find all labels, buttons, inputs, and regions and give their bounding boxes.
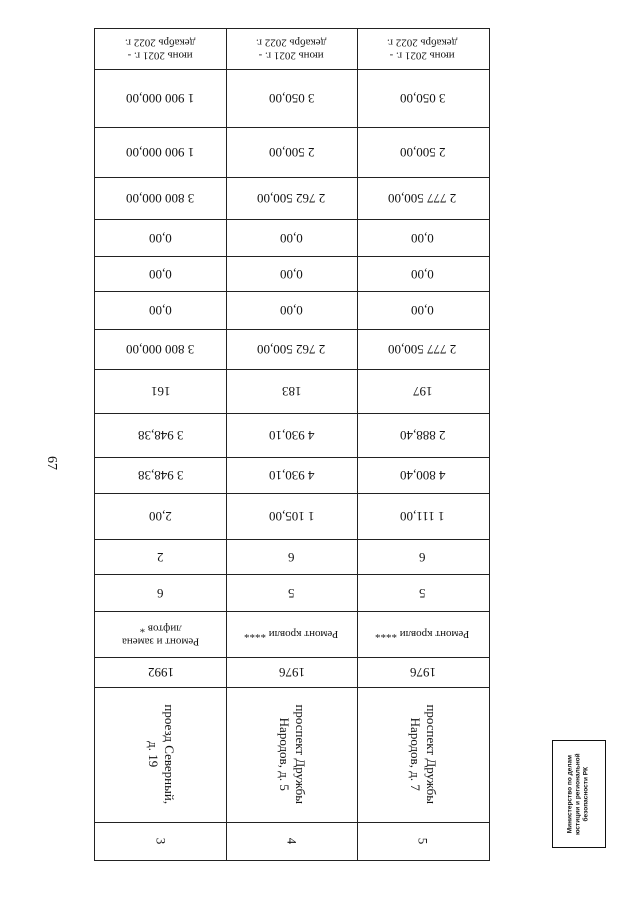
table-cell-work (226, 611, 357, 657)
table-cell-period (357, 29, 488, 69)
cell-text: 3 948,38 (137, 468, 184, 483)
cell-text: 4 (284, 837, 300, 845)
cell-text: 2 777 500,00 (388, 191, 457, 206)
table-cell-period (226, 29, 357, 69)
stamp-text (567, 753, 591, 835)
cell-line: д. 19 (145, 741, 161, 768)
cell-line: Ремонт и замена (121, 635, 200, 648)
cell-line: Ремонт кровли **** (244, 628, 339, 641)
cell-text: 0,00 (149, 303, 172, 318)
table-cell-v10 (95, 219, 226, 256)
table-cell-v12 (357, 127, 488, 177)
table-cell-v8 (95, 291, 226, 329)
table-cell-v1 (226, 574, 357, 611)
cell-text: 3 948,38 (137, 428, 184, 443)
table-cell-year (357, 657, 488, 687)
cell-text: 1 105,00 (268, 509, 315, 524)
table-cell-v3 (226, 493, 357, 539)
table-cell-v2 (226, 539, 357, 574)
table-cell-v13 (226, 69, 357, 127)
table-cell-v13 (357, 69, 488, 127)
table-cell-v11 (226, 177, 357, 219)
cell-text: 1 111,00 (400, 509, 445, 524)
cell-text: 3 (153, 837, 169, 845)
cell-text: 0,00 (411, 266, 434, 282)
table-cell-v7 (95, 329, 226, 369)
cell-line: лифтов * (139, 622, 182, 634)
cell-text: 0,00 (280, 303, 303, 318)
cell-line: Народов, д. 7 (407, 717, 423, 792)
table-cell-v9 (357, 256, 488, 291)
table-cell-v4 (357, 457, 488, 493)
cell-text: 1 900 000,00 (126, 91, 195, 106)
table-cell-index (226, 822, 357, 860)
cell-text (275, 705, 308, 805)
table-cell-v11 (357, 177, 488, 219)
cell-line: проспект Дружбы (423, 704, 439, 805)
stamp-line: Министерство по делам (566, 754, 574, 834)
cell-text: 4 930,10 (268, 428, 315, 443)
cell-line: декабрь 2022 г. (256, 37, 327, 49)
table-cell-v5 (226, 413, 357, 457)
cell-text: 0,00 (280, 230, 303, 246)
table-cell-v6 (95, 369, 226, 413)
cell-text: 0,00 (411, 303, 434, 318)
table-cell-v7 (357, 329, 488, 369)
table-cell-address (357, 687, 488, 822)
cell-text (144, 705, 177, 805)
cell-line: декабрь 2022 г. (125, 37, 196, 49)
registration-stamp (552, 740, 606, 848)
table-cell-index (357, 822, 488, 860)
table-cell-v4 (95, 457, 226, 493)
cell-text: 0,00 (411, 230, 434, 246)
table-cell-v2 (357, 539, 488, 574)
cell-text: 6 (157, 585, 164, 601)
cell-text: 6 (288, 549, 295, 565)
table-cell-work (357, 611, 488, 657)
table-cell-year (95, 657, 226, 687)
table-cell-v6 (357, 369, 488, 413)
table-cell-v2 (95, 539, 226, 574)
cell-line: июнь 2021 г. - (390, 49, 455, 62)
table-cell-v8 (226, 291, 357, 329)
table-cell-v6 (226, 369, 357, 413)
table-cell-v13 (95, 69, 226, 127)
cell-text (387, 36, 457, 61)
cell-text: 161 (150, 384, 171, 399)
table-cell-v4 (226, 457, 357, 493)
cell-text: 1976 (409, 665, 436, 680)
cell-text: 1 900 000,00 (126, 145, 195, 160)
table-cell-v3 (357, 493, 488, 539)
cell-text: 2 (157, 549, 164, 565)
table-cell-v8 (357, 291, 488, 329)
table-cell-v9 (95, 256, 226, 291)
table-cell-period (95, 29, 226, 69)
cell-text: 3 800 000,00 (126, 342, 195, 357)
cell-text (244, 627, 338, 640)
table-cell-address (226, 687, 357, 822)
table-cell-v10 (357, 219, 488, 256)
cell-line: Ремонт кровли **** (375, 628, 470, 641)
cell-text: 2 500,00 (399, 145, 446, 160)
cell-text: 2 762 500,00 (257, 191, 326, 206)
table-cell-year (226, 657, 357, 687)
table-cell-index (95, 822, 226, 860)
cell-line: проезд Северный, (161, 704, 177, 805)
table-cell-v3 (95, 493, 226, 539)
cell-line: Народов, д. 5 (276, 717, 292, 792)
cell-text: 0,00 (280, 266, 303, 282)
cell-text (375, 627, 469, 640)
cell-text (122, 621, 199, 647)
table-cell-v10 (226, 219, 357, 256)
cell-text (125, 36, 195, 61)
table-cell-v11 (95, 177, 226, 219)
cell-text: 0,00 (149, 230, 172, 246)
document-table (94, 28, 490, 861)
cell-text (256, 36, 326, 61)
cell-text: 2,00 (149, 509, 172, 524)
table-cell-v1 (95, 574, 226, 611)
cell-text: 2 888,40 (399, 428, 446, 443)
table-cell-v12 (226, 127, 357, 177)
cell-text: 2 500,00 (268, 145, 315, 160)
cell-text: 4 800,40 (399, 468, 446, 483)
cell-text: 6 (419, 549, 426, 565)
cell-text: 5 (415, 837, 431, 845)
cell-text: 1992 (147, 665, 174, 680)
table-cell-v1 (357, 574, 488, 611)
page-number: 67 (44, 456, 59, 470)
table-cell-v7 (226, 329, 357, 369)
stamp-line: юстиции и региональной (574, 753, 582, 835)
table-cell-address (95, 687, 226, 822)
cell-line: июнь 2021 г. - (128, 49, 193, 62)
table-cell-work (95, 611, 226, 657)
cell-text: 1976 (278, 665, 305, 680)
cell-text: 3 800 000,00 (126, 191, 195, 206)
cell-line: проспект Дружбы (292, 704, 308, 805)
cell-text (406, 705, 439, 805)
cell-text: 183 (281, 384, 302, 399)
cell-text: 0,00 (149, 266, 172, 282)
cell-text: 5 (288, 585, 295, 601)
table-cell-v12 (95, 127, 226, 177)
cell-line: июнь 2021 г. - (259, 49, 324, 62)
table-cell-v9 (226, 256, 357, 291)
cell-text: 2 762 500,00 (257, 342, 326, 357)
cell-text: 3 050,00 (399, 91, 446, 106)
cell-text: 2 777 500,00 (388, 342, 457, 357)
stamp-line: безопасности РК (583, 766, 591, 822)
cell-text: 3 050,00 (268, 91, 315, 106)
cell-text: 197 (412, 384, 433, 399)
cell-text: 5 (419, 585, 426, 601)
cell-text: 4 930,10 (268, 468, 315, 483)
table-cell-v5 (357, 413, 488, 457)
cell-line: декабрь 2022 г. (387, 37, 458, 49)
table-cell-v5 (95, 413, 226, 457)
